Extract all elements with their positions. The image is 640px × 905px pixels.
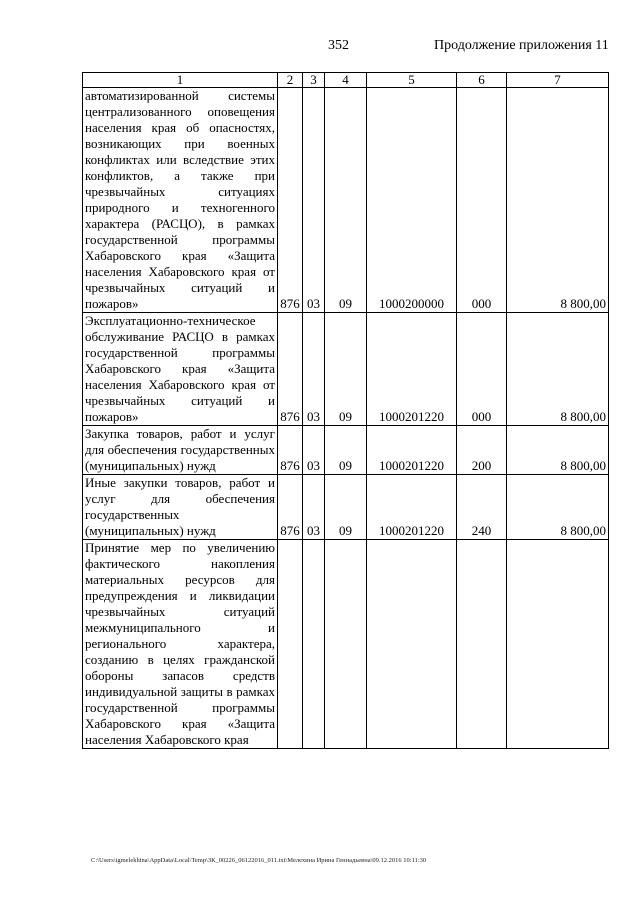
column-header: 6 bbox=[457, 73, 507, 88]
cell-amount bbox=[507, 540, 609, 749]
cell-target-article bbox=[367, 540, 457, 749]
cell-expense-type: 000 bbox=[457, 88, 507, 313]
column-header: 4 bbox=[325, 73, 367, 88]
item-name: Иные закупки товаров, работ и услуг для обеспечения государственных (муниципальных) нужд bbox=[83, 475, 278, 540]
cell-subsection: 09 bbox=[325, 426, 367, 475]
appendix-label: Продолжение приложения 11 bbox=[434, 38, 609, 53]
cell-amount: 8 800,00 bbox=[507, 475, 609, 540]
item-name: Закупка товаров, работ и услуг для обеспечения государственных (муниципальных) нужд bbox=[83, 426, 278, 475]
cell-subsection: 09 bbox=[325, 313, 367, 426]
cell-section bbox=[303, 540, 325, 749]
cell-expense-type: 200 bbox=[457, 426, 507, 475]
table-row bbox=[83, 426, 609, 475]
cell-amount: 8 800,00 bbox=[507, 88, 609, 313]
file-path-footer: C:\Users\igmelekhina\AppData\Local\Temp\ЗК_00226_06122016_011.txt\Мелехина Ирина Геннадьевна\09.12.2016 10:11:30 bbox=[91, 857, 427, 864]
cell-subsection: 09 bbox=[325, 88, 367, 313]
column-header: 3 bbox=[303, 73, 325, 88]
column-numbers-row bbox=[83, 73, 609, 88]
table-row bbox=[83, 88, 609, 313]
cell-ministry: 876 bbox=[278, 475, 303, 540]
cell-section: 03 bbox=[303, 313, 325, 426]
cell-expense-type: 000 bbox=[457, 313, 507, 426]
cell-ministry bbox=[278, 540, 303, 749]
column-header: 1 bbox=[83, 73, 278, 88]
table-row bbox=[83, 540, 609, 749]
column-header: 2 bbox=[278, 73, 303, 88]
cell-subsection: 09 bbox=[325, 475, 367, 540]
cell-target-article: 1000201220 bbox=[367, 313, 457, 426]
item-name: автоматизированной системы централизованного оповещения населения края об опасностях, возникающих при военных конфликтах или вследствие этих конфликтов, а также при чрезвычайных ситуациях природного и техногенного характера (РАСЦО), в рамках государственной программы Хабаровского края «Защита населения Хабаровского края от чрезвычайных ситуаций и пожаров» bbox=[83, 88, 278, 313]
cell-ministry: 876 bbox=[278, 426, 303, 475]
cell-expense-type: 240 bbox=[457, 475, 507, 540]
cell-section: 03 bbox=[303, 475, 325, 540]
budget-table bbox=[82, 72, 609, 749]
cell-expense-type bbox=[457, 540, 507, 749]
item-name: Принятие мер по увеличению фактического накопления материальных ресурсов для предупреждения и ликвидации чрезвычайных ситуаций межмуниципального и регионального характера, созданию в целях гражданской обороны запасов средств индивидуальной защиты в рамках государственной программы Хабаровского края «Защита населения Хабаровского края bbox=[83, 540, 278, 749]
cell-amount: 8 800,00 bbox=[507, 426, 609, 475]
cell-subsection bbox=[325, 540, 367, 749]
cell-amount: 8 800,00 bbox=[507, 313, 609, 426]
cell-target-article: 1000200000 bbox=[367, 88, 457, 313]
page-number: 352 bbox=[328, 38, 349, 53]
cell-target-article: 1000201220 bbox=[367, 475, 457, 540]
table-row bbox=[83, 313, 609, 426]
cell-ministry: 876 bbox=[278, 313, 303, 426]
cell-section: 03 bbox=[303, 426, 325, 475]
item-name: Эксплуатационно-техническое обслуживание РАСЦО в рамках государственной программы Хабаровского края «Защита населения Хабаровского края от чрезвычайных ситуаций и пожаров» bbox=[83, 313, 278, 426]
cell-section: 03 bbox=[303, 88, 325, 313]
cell-ministry: 876 bbox=[278, 88, 303, 313]
column-header: 7 bbox=[507, 73, 609, 88]
table-row bbox=[83, 475, 609, 540]
column-header: 5 bbox=[367, 73, 457, 88]
cell-target-article: 1000201220 bbox=[367, 426, 457, 475]
